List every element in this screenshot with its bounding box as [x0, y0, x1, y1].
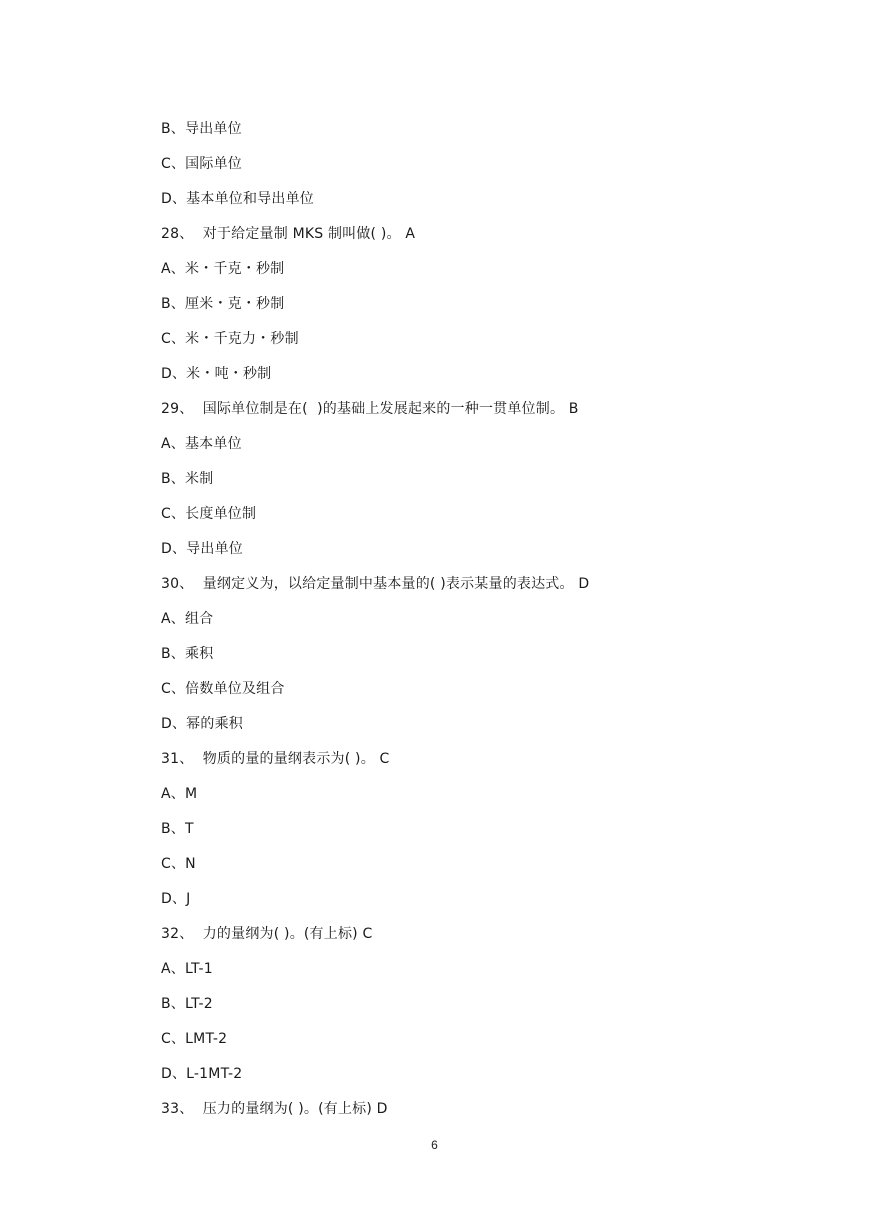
- option-line: B、导出单位: [161, 121, 242, 137]
- question-list: [161, 118, 801, 1133]
- option-line: C、倍数单位及组合: [161, 681, 285, 697]
- option-line: D、米・吨・秒制: [161, 366, 272, 382]
- option-line: C、米・千克力・秒制: [161, 331, 299, 347]
- option-line: D、J: [161, 891, 191, 907]
- option-line: C、长度单位制: [161, 506, 257, 522]
- question-line: 28、 对于给定量制 MKS 制叫做( )。 A: [161, 226, 416, 242]
- question-line: 31、 物质的量的量纲表示为( )。 C: [161, 751, 390, 767]
- option-line: C、国际单位: [161, 156, 242, 172]
- option-line: D、幂的乘积: [161, 716, 243, 732]
- option-line: D、导出单位: [161, 541, 243, 557]
- option-line: B、米制: [161, 471, 214, 487]
- question-line: 29、 国际单位制是在( )的基础上发展起来的一种一贯单位制。 B: [161, 401, 579, 417]
- question-line: 33、 压力的量纲为( )。(有上标) D: [161, 1101, 388, 1117]
- option-line: D、L-1MT-2: [161, 1066, 243, 1082]
- option-line: A、米・千克・秒制: [161, 261, 285, 277]
- option-line: A、M: [161, 786, 198, 802]
- option-line: B、乘积: [161, 646, 214, 662]
- option-line: D、基本单位和导出单位: [161, 191, 314, 207]
- option-line: B、厘米・克・秒制: [161, 296, 285, 312]
- option-line: A、基本单位: [161, 436, 242, 452]
- page-number: 6: [431, 1138, 438, 1152]
- question-line: 32、 力的量纲为( )。(有上标) C: [161, 926, 373, 942]
- option-line: C、N: [161, 856, 196, 872]
- option-line: B、T: [161, 821, 194, 837]
- option-line: C、LMT-2: [161, 1031, 228, 1047]
- option-line: A、组合: [161, 611, 214, 627]
- question-line: 30、 量纲定义为，以给定量制中基本量的( )表示某量的表达式。 D: [161, 576, 590, 592]
- option-line: A、LT-1: [161, 961, 213, 977]
- option-line: B、LT-2: [161, 996, 213, 1012]
